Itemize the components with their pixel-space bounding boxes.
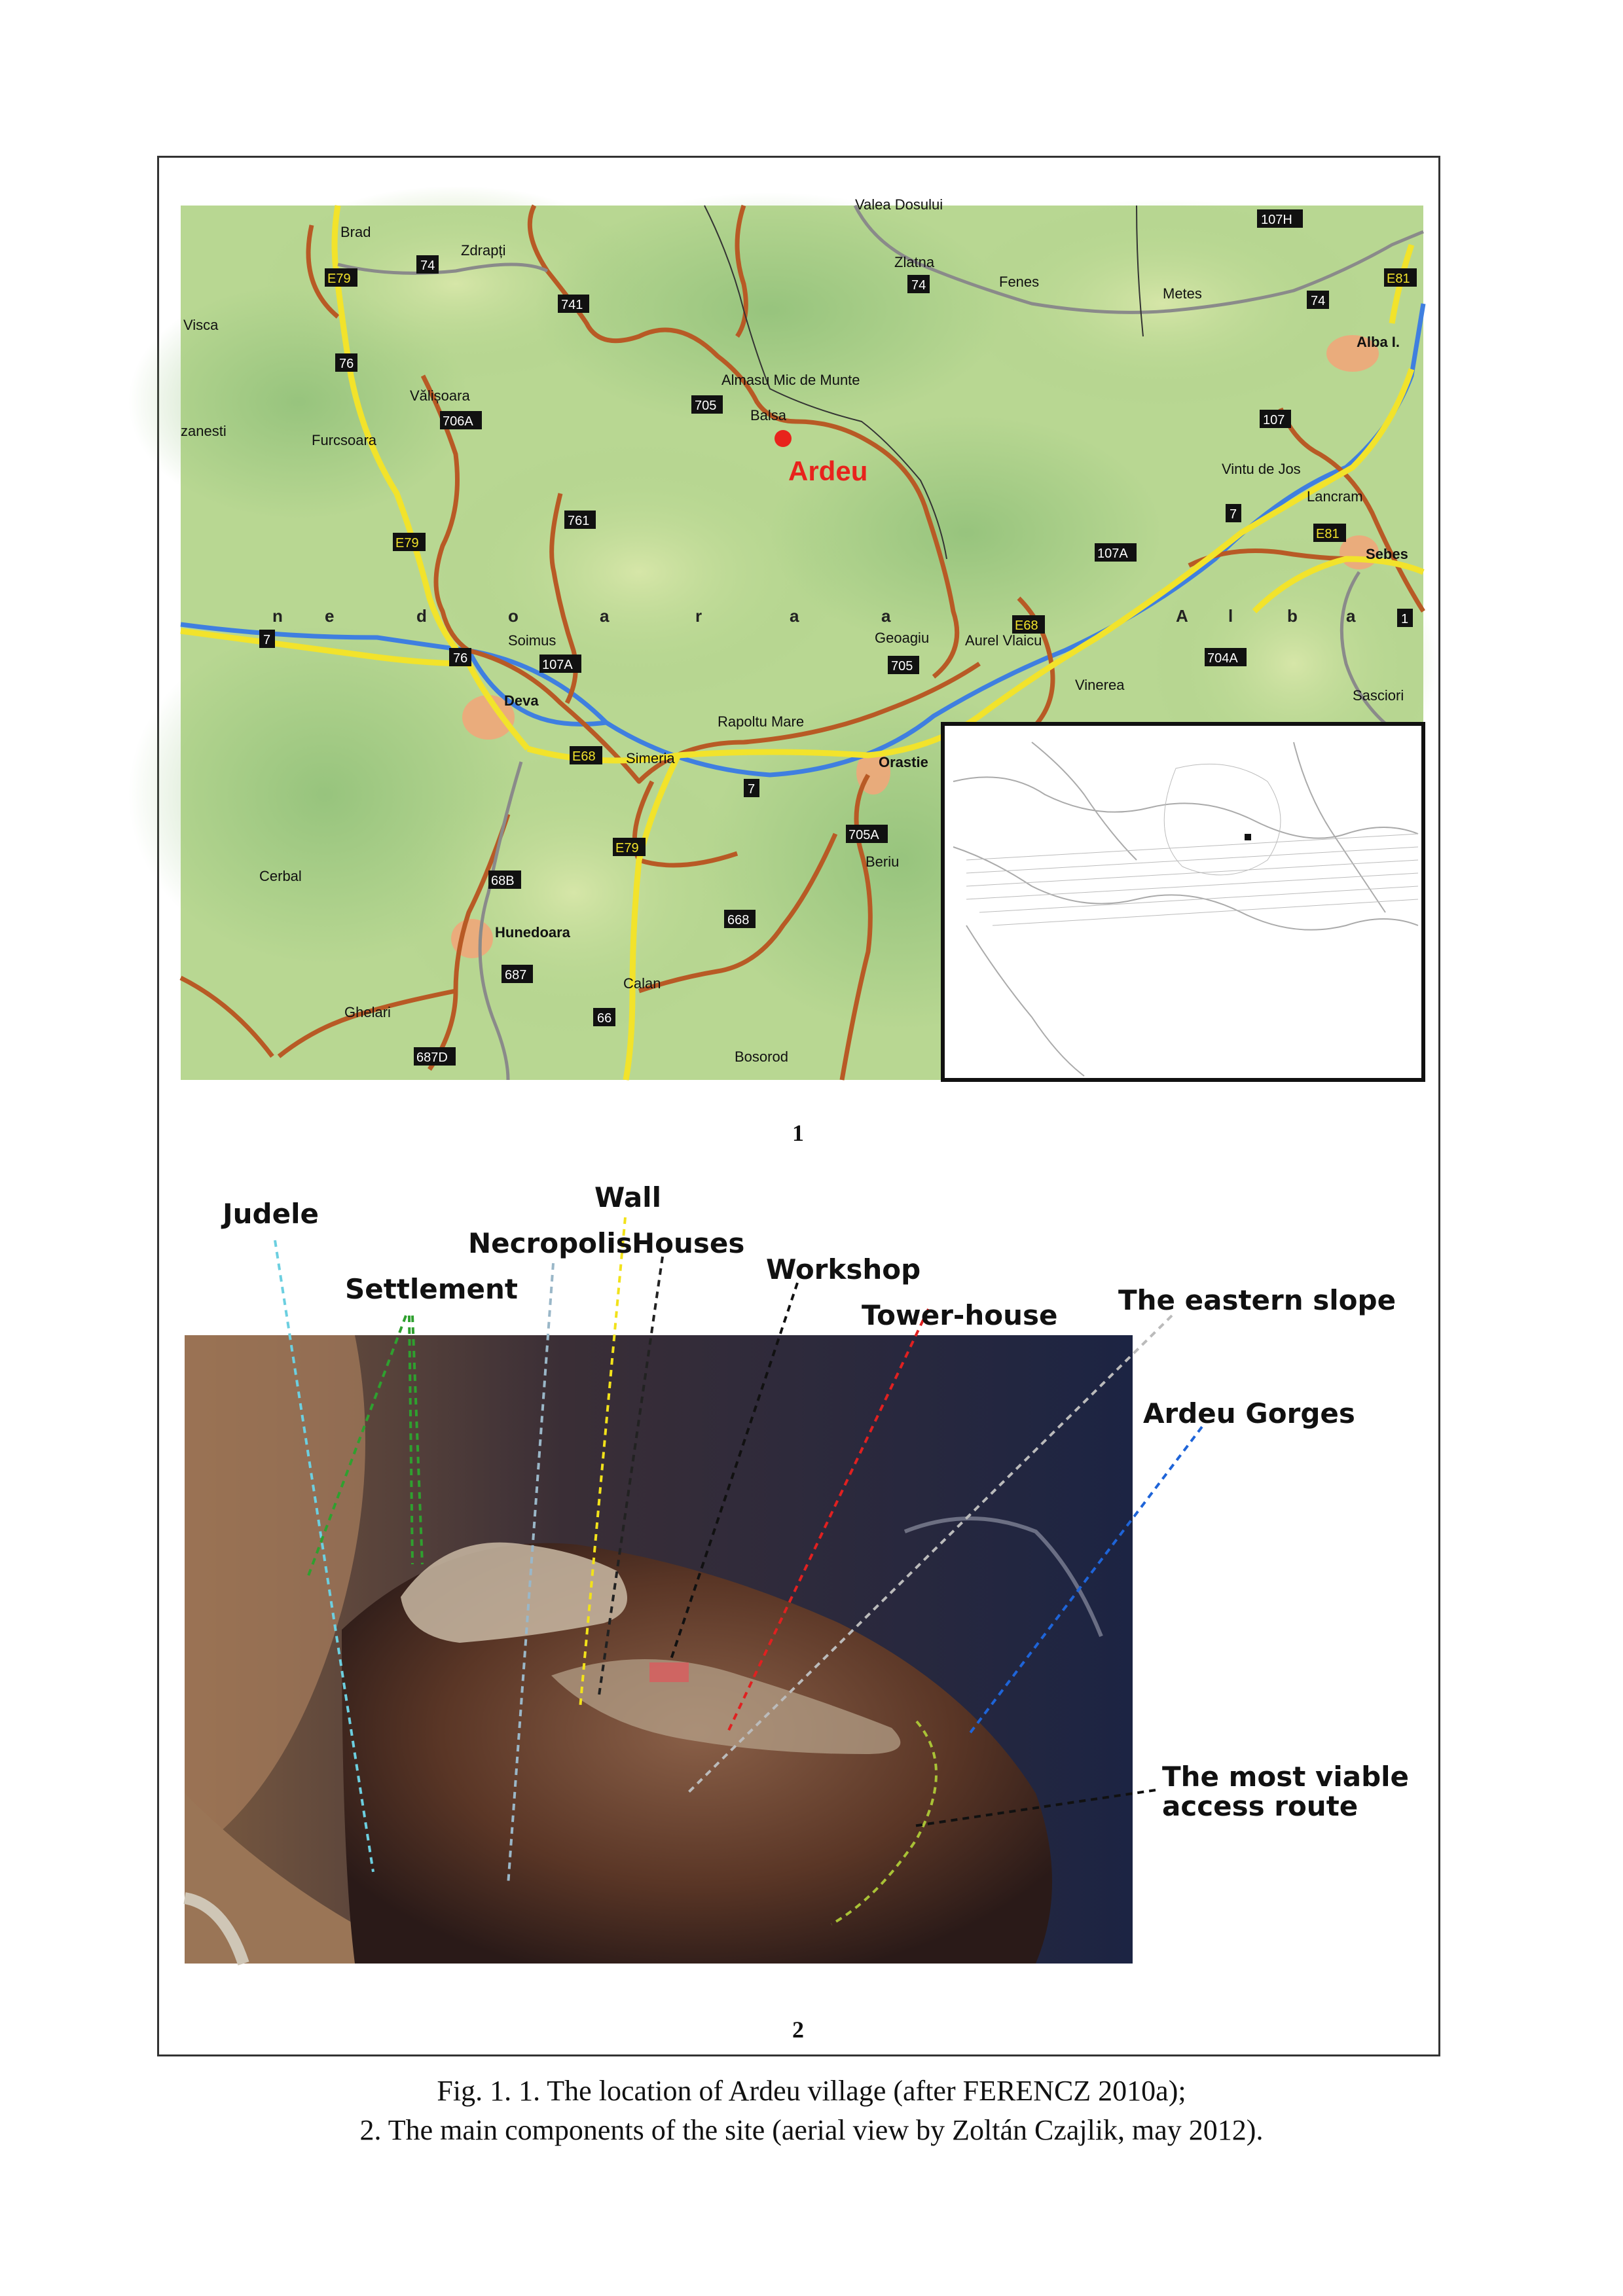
svg-text:7: 7 [748,782,756,797]
svg-text:Bosorod: Bosorod [735,1049,788,1065]
svg-text:107H: 107H [1261,213,1292,227]
label-judele: Judele [223,1198,319,1230]
svg-text:741: 741 [561,298,583,312]
svg-text:Rapoltu Mare: Rapoltu Mare [718,713,805,730]
svg-text:107A: 107A [1097,547,1128,561]
svg-text:705: 705 [891,659,913,673]
svg-text:1: 1 [1401,612,1409,626]
access-route-arrow [831,1721,936,1924]
figure-caption-line-2: 2. The main components of the site (aerial view by Zoltán Czajlik, may 2012). [359,2114,1264,2146]
svg-text:l: l [1228,606,1233,626]
ardeu-label: Ardeu [788,456,868,486]
svg-text:a: a [790,606,799,626]
svg-text:Alba I.: Alba I. [1357,334,1400,350]
label-workshop: Workshop [766,1253,921,1285]
svg-text:E79: E79 [327,272,351,286]
svg-text:Brad: Brad [340,224,371,240]
label-tower-house: Tower-house [862,1299,1058,1331]
svg-text:7: 7 [263,633,271,647]
svg-text:76: 76 [339,357,354,371]
svg-text:Hunedoara: Hunedoara [495,924,570,941]
svg-text:a: a [600,606,610,626]
svg-text:Ghelari: Ghelari [344,1004,391,1020]
svg-text:A: A [1176,606,1188,626]
label-wall: Wall [594,1181,661,1213]
svg-text:E79: E79 [395,536,419,550]
svg-text:a: a [1346,606,1356,626]
svg-text:Lancram: Lancram [1307,488,1363,505]
svg-text:76: 76 [453,651,468,666]
svg-text:74: 74 [420,259,435,273]
svg-text:107A: 107A [542,658,573,672]
eastern-arrow [687,1316,1172,1793]
necropolis-arrow [508,1263,553,1885]
label-eastern-slope: The eastern slope [1118,1284,1396,1316]
svg-text:107: 107 [1263,413,1285,427]
label-access-route-1: The most viable [1162,1761,1410,1793]
tower-arrow [727,1309,928,1734]
svg-text:E68: E68 [1015,619,1038,633]
access-pointer [913,1790,1156,1826]
houses-arrow [599,1257,663,1695]
svg-text:706A: 706A [443,414,473,429]
svg-text:705: 705 [695,399,717,413]
svg-text:705A: 705A [848,828,879,842]
svg-text:74: 74 [911,278,926,293]
svg-text:Zdrapți: Zdrapți [461,242,506,259]
svg-text:Beriu: Beriu [866,853,900,870]
svg-text:zanesti: zanesti [181,423,227,439]
figure-number-1: 1 [792,1120,804,1146]
svg-text:o: o [508,606,519,626]
svg-text:E81: E81 [1316,527,1340,541]
label-access-route-2: access route [1162,1790,1359,1822]
svg-text:Vinerea: Vinerea [1075,677,1125,693]
svg-text:Aurel Vlaicu: Aurel Vlaicu [965,632,1042,649]
svg-text:Vintu de Jos: Vintu de Jos [1222,461,1301,477]
svg-text:Zlatna: Zlatna [894,254,935,270]
svg-text:Soimus: Soimus [508,632,556,649]
label-necropolis: Necropolis [468,1227,632,1259]
svg-text:Visca: Visca [183,317,219,333]
svg-text:761: 761 [568,514,590,528]
svg-text:b: b [1287,606,1298,626]
settlement-arrow-2 [409,1316,412,1564]
svg-text:Calan: Calan [623,975,661,992]
svg-text:Deva: Deva [504,692,539,709]
label-ardeu-gorges: Ardeu Gorges [1143,1397,1355,1429]
svg-text:Valea Dosului: Valea Dosului [855,196,943,213]
svg-text:Sasciori: Sasciori [1353,687,1404,704]
svg-text:Sebes: Sebes [1366,546,1408,562]
svg-text:Metes: Metes [1163,285,1202,302]
judele-arrow [275,1240,373,1872]
svg-text:66: 66 [597,1011,612,1026]
gorges-arrow [969,1427,1202,1734]
svg-text:E79: E79 [615,841,639,855]
figure-caption-line-1: Fig. 1. 1. The location of Ardeu village (after FERENCZ 2010a); [437,2075,1186,2107]
svg-text:E68: E68 [572,749,596,764]
label-houses: Houses [632,1227,745,1259]
label-settlement: Settlement [345,1273,518,1305]
svg-text:d: d [416,606,427,626]
svg-text:Cerbal: Cerbal [259,868,302,884]
svg-text:a: a [881,606,891,626]
svg-text:E81: E81 [1387,272,1410,286]
svg-text:68B: 68B [491,874,515,888]
settlement-arrow-1 [308,1316,406,1577]
figure-number-2: 2 [792,2017,804,2043]
settlement-arrow-3 [412,1316,422,1564]
svg-text:Vălișoara: Vălișoara [410,387,470,404]
svg-text:n: n [272,606,283,626]
svg-text:74: 74 [1311,294,1326,308]
svg-text:687: 687 [505,968,527,982]
svg-text:Simeria: Simeria [626,750,675,766]
svg-text:r: r [695,606,702,626]
svg-text:Fenes: Fenes [999,274,1040,290]
svg-text:7: 7 [1230,507,1237,522]
svg-text:e: e [325,606,335,626]
svg-text:Orastie: Orastie [879,754,928,770]
svg-text:Almasu Mic de Munte: Almasu Mic de Munte [721,372,860,388]
svg-text:Geoagiu: Geoagiu [875,630,930,646]
svg-text:687D: 687D [416,1050,448,1065]
wall-arrow [580,1217,625,1708]
svg-text:Furcsoara: Furcsoara [312,432,377,448]
svg-text:704A: 704A [1207,651,1238,666]
svg-text:668: 668 [727,913,750,927]
workshop-arrow [671,1283,797,1659]
svg-text:Balsa: Balsa [750,407,787,423]
